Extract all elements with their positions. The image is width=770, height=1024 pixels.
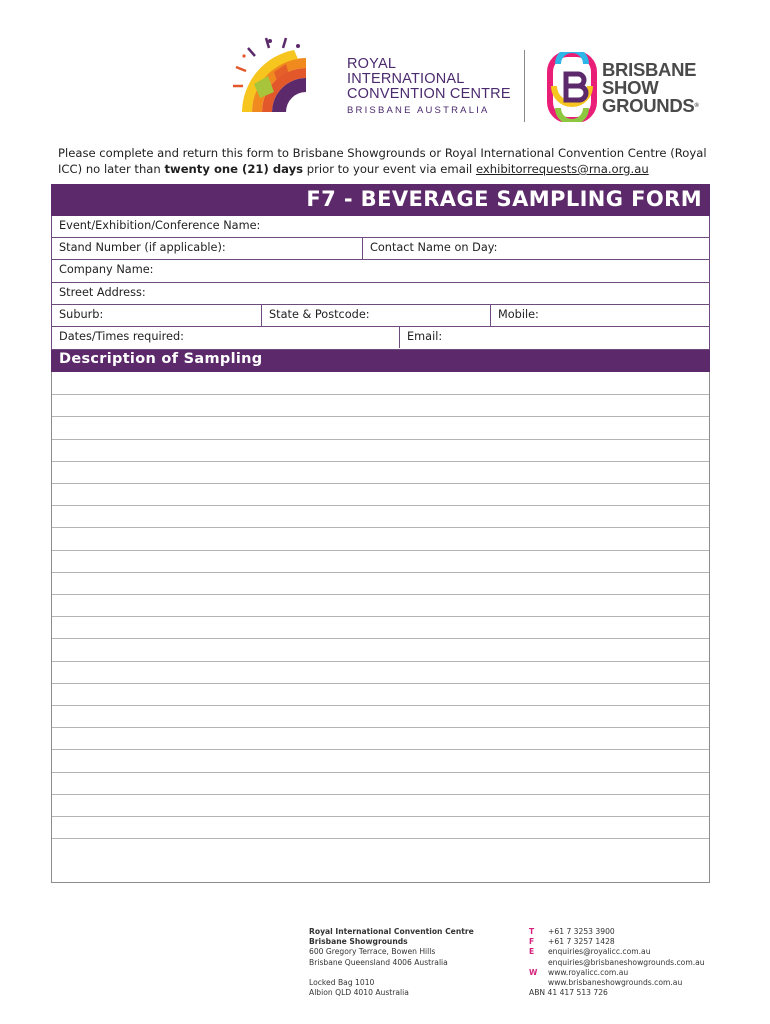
footer-org-ricc: Royal International Convention Centre <box>309 927 474 936</box>
street-address-row[interactable] <box>51 283 710 305</box>
footer-email-2[interactable]: enquiries@brisbaneshowgrounds.com.au <box>548 957 705 967</box>
description-ruled-line <box>52 794 709 795</box>
intro-deadline: twenty one (21) days <box>164 162 304 176</box>
description-ruled-line <box>52 394 709 395</box>
registered-mark: ® <box>694 103 699 109</box>
description-ruled-line <box>52 683 709 684</box>
intro-email-link[interactable]: exhibitorrequests@rna.org.au <box>475 162 649 176</box>
footer-address-block <box>309 927 474 998</box>
stand-number-label: Stand Number (if applicable): <box>59 241 226 254</box>
description-ruled-line <box>52 461 709 462</box>
state-postcode-field[interactable] <box>262 305 490 326</box>
intro-text-1: Please complete and return this form to Brisbane Showgrounds or Royal International Convention Centre (Royal ICC) no later than <box>58 146 707 176</box>
description-ruled-line <box>52 705 709 706</box>
footer-address-line-1: 600 Gregory Terrace, Bowen Hills <box>309 947 436 957</box>
dates-times-field[interactable] <box>52 327 399 348</box>
ricc-logo-text <box>347 57 511 116</box>
description-ruled-line <box>52 772 709 773</box>
footer-postal-line-2: Albion QLD 4010 Australia <box>309 988 409 998</box>
description-ruled-line <box>52 594 709 595</box>
description-ruled-line <box>52 749 709 750</box>
description-ruled-line <box>52 483 709 484</box>
footer-web-1[interactable]: www.royalicc.com.au <box>548 967 629 977</box>
footer-postal-line-1: Locked Bag 1010 <box>309 977 375 987</box>
bsg-logo-line-2: SHOW <box>602 77 659 98</box>
stand-contact-row <box>51 238 710 260</box>
footer-address-line-2: Brisbane Queensland 4006 Australia <box>309 957 448 967</box>
footer-email-key: E <box>529 947 535 957</box>
suburb-label: Suburb: <box>59 308 104 321</box>
description-ruled-line <box>52 505 709 506</box>
description-ruled-line <box>52 727 709 728</box>
ricc-logo-line-1: ROYAL <box>347 56 397 72</box>
description-ruled-line <box>52 572 709 573</box>
footer-web-key: W <box>529 967 538 977</box>
ricc-logo-subtitle: BRISBANE AUSTRALIA <box>347 105 490 116</box>
footer-abn: ABN 41 417 513 726 <box>529 988 608 998</box>
email-field[interactable] <box>400 327 709 348</box>
description-ruled-line <box>52 416 709 417</box>
ricc-logo-line-2: INTERNATIONAL <box>347 71 465 87</box>
description-title: Description of Sampling <box>59 351 263 367</box>
event-name-label: Event/Exhibition/Conference Name: <box>59 219 261 232</box>
form-title-bar <box>51 184 710 216</box>
contact-name-label: Contact Name on Day: <box>370 241 498 254</box>
description-ruled-line <box>52 638 709 639</box>
company-name-label: Company Name: <box>59 263 154 276</box>
event-name-row[interactable] <box>51 216 710 238</box>
mobile-field[interactable] <box>491 305 709 326</box>
description-ruled-line <box>52 550 709 551</box>
logo-divider <box>524 50 525 122</box>
description-ruled-line <box>52 816 709 817</box>
ricc-logo-mark <box>228 34 338 124</box>
footer-org-bsg: Brisbane Showgrounds <box>309 937 408 947</box>
email-label: Email: <box>407 330 443 343</box>
footer-fax: +61 7 3257 1428 <box>548 937 615 947</box>
mobile-label: Mobile: <box>498 308 539 321</box>
bsg-logo-line-3: GROUNDS® <box>602 95 699 116</box>
company-name-row[interactable] <box>51 260 710 283</box>
description-header-bar <box>51 350 710 372</box>
description-ruled-line <box>52 838 709 839</box>
intro-paragraph <box>58 145 718 177</box>
suburb-state-mobile-row <box>51 305 710 327</box>
dates-email-row <box>51 327 710 350</box>
description-ruled-line <box>52 661 709 662</box>
footer-phone-key: T <box>529 927 535 936</box>
description-lines-area[interactable] <box>51 372 710 883</box>
footer-phone: +61 7 3253 3900 <box>548 927 615 936</box>
contact-name-field[interactable] <box>363 238 709 259</box>
footer-fax-key: F <box>529 937 535 947</box>
stand-number-field[interactable] <box>52 238 362 259</box>
form-title: F7 - BEVERAGE SAMPLING FORM <box>306 187 702 211</box>
description-ruled-line <box>52 527 709 528</box>
footer-email-1[interactable]: enquiries@royalicc.com.au <box>548 947 651 957</box>
description-ruled-line <box>52 439 709 440</box>
ricc-logo-line-3: CONVENTION CENTRE <box>347 86 511 102</box>
dates-times-label: Dates/Times required: <box>59 330 184 343</box>
footer-web-2[interactable]: www.brisbaneshowgrounds.com.au <box>548 978 683 988</box>
intro-text-2: prior to your event via email <box>303 162 476 176</box>
state-postcode-label: State & Postcode: <box>269 308 370 321</box>
bsg-logo-mark <box>546 52 598 122</box>
suburb-field[interactable] <box>52 305 261 326</box>
bsg-logo-text <box>602 61 699 115</box>
bsg-logo-line-1: BRISBANE <box>602 59 697 80</box>
description-ruled-line <box>52 616 709 617</box>
street-address-label: Street Address: <box>59 286 146 299</box>
footer-contact-block <box>529 927 705 998</box>
